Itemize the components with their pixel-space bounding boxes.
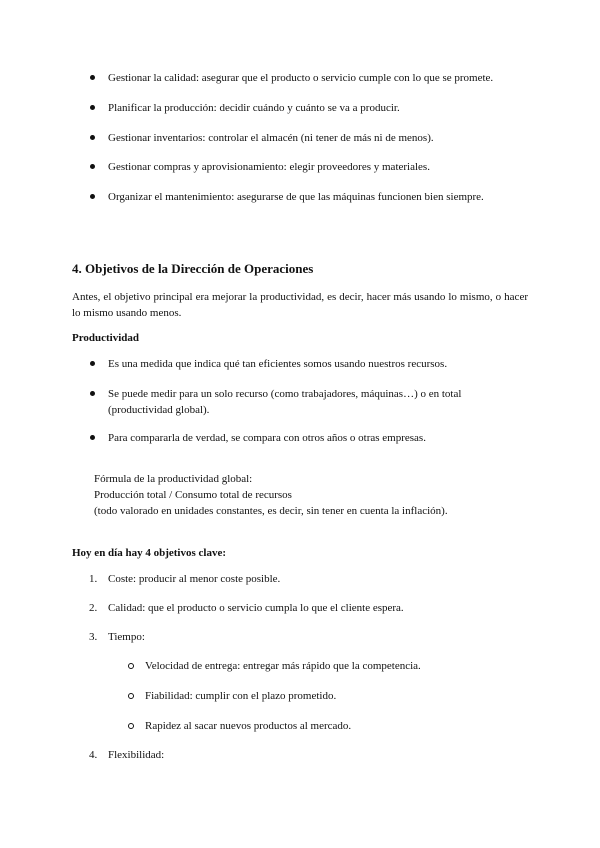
list-number: 1. xyxy=(89,573,98,585)
sub-list-item-text: Fiabilidad: cumplir con el plazo prometido. xyxy=(145,690,337,702)
bullet-icon xyxy=(90,361,95,366)
bullet-icon xyxy=(90,194,95,199)
list-number: 4. xyxy=(89,749,98,761)
list-item-text: Flexibilidad: xyxy=(108,749,165,761)
formula-title: Fórmula de la productividad global: xyxy=(94,473,253,485)
list-item-text: Es una medida que indica qué tan eficientes somos usando nuestros recursos. xyxy=(108,358,448,370)
bullet-icon xyxy=(90,435,95,440)
formula-note: (todo valorado en unidades constantes, es decir, sin tener en cuenta la inflación). xyxy=(94,505,448,517)
list-item-text: Organizar el mantenimiento: asegurarse de que las máquinas funcionen bien siempre. xyxy=(108,191,484,203)
list-item-text: Tiempo: xyxy=(108,631,145,643)
intro-paragraph: Antes, el objetivo principal era mejorar la productividad, es decir, hacer más usando lo mismo, o hacer lo mismo usando menos. xyxy=(72,291,528,319)
list-item-text: Se puede medir para un solo recurso (como trabajadores, máquinas…) o en total (productividad global). xyxy=(108,388,462,416)
bullet-icon xyxy=(90,391,95,396)
hollow-bullet-icon xyxy=(128,693,134,699)
sub-list-item-text: Velocidad de entrega: entregar más rápido que la competencia. xyxy=(145,660,421,672)
bullet-icon xyxy=(90,105,95,110)
list-item-text: Coste: producir al menor coste posible. xyxy=(108,573,281,585)
productividad-heading: Productividad xyxy=(72,332,140,344)
list-item-text: Para compararla de verdad, se compara con otros años o otras empresas. xyxy=(108,432,426,444)
formula-expression: Producción total / Consumo total de recursos xyxy=(94,489,292,501)
list-item-text: Planificar la producción: decidir cuándo y cuánto se va a producir. xyxy=(108,102,400,114)
objectives-heading: Hoy en día hay 4 objetivos clave: xyxy=(72,547,226,559)
bullet-icon xyxy=(90,75,95,80)
list-item-text: Gestionar inventarios: controlar el almacén (ni tener de más ni de menos). xyxy=(108,132,434,144)
list-item-text: Gestionar compras y aprovisionamiento: elegir proveedores y materiales. xyxy=(108,161,430,173)
list-number: 2. xyxy=(89,602,98,614)
list-number: 3. xyxy=(89,631,98,643)
sub-list-item-text: Rapidez al sacar nuevos productos al mercado. xyxy=(145,720,352,732)
bullet-icon xyxy=(90,135,95,140)
list-item-text: Gestionar la calidad: asegurar que el producto o servicio cumple con lo que se promete. xyxy=(108,72,494,84)
list-item-text: Calidad: que el producto o servicio cumpla lo que el cliente espera. xyxy=(108,602,404,614)
hollow-bullet-icon xyxy=(128,723,134,729)
hollow-bullet-icon xyxy=(128,663,134,669)
section-heading: 4. Objetivos de la Dirección de Operaciones xyxy=(72,261,314,276)
bullet-icon xyxy=(90,164,95,169)
